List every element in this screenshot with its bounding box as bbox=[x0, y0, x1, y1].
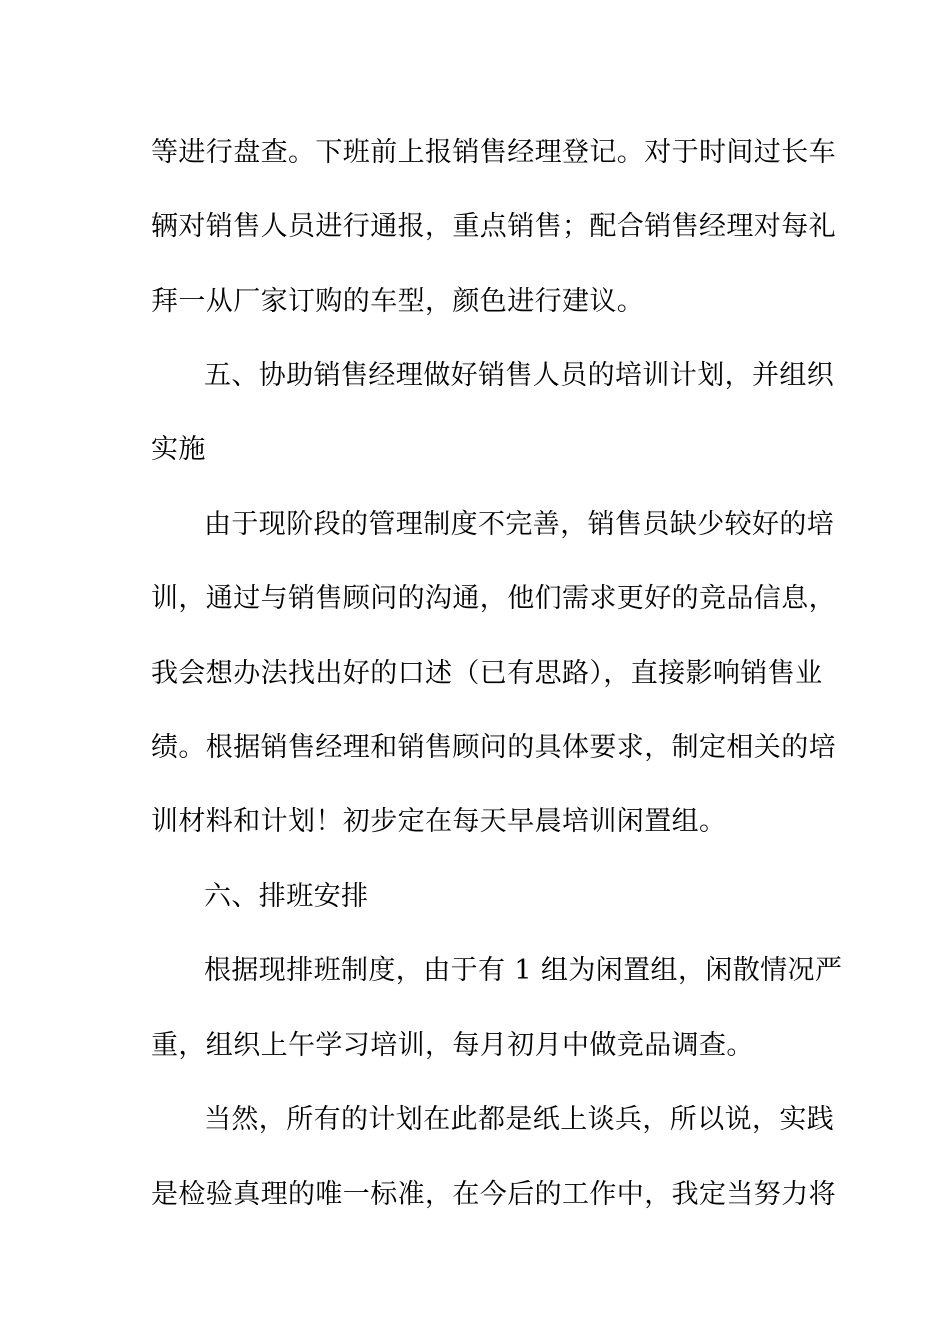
text-line: 辆对销售人员进行通报，重点销售；配合销售经理对每礼 bbox=[151, 211, 836, 242]
text-line: 重，组织上午学习培训，每月初月中做竞品调查。 bbox=[151, 1030, 754, 1061]
text-line: 根据现排班制度，由于有 1 组为闲置组，闲散情况严 bbox=[204, 955, 843, 986]
text-line: 训材料和计划！初步定在每天早晨培训闲置组。 bbox=[151, 806, 727, 837]
text-line: 等进行盘查。下班前上报销售经理登记。对于时间过长车 bbox=[151, 137, 836, 168]
text-line: 我会想办法找出好的口述（已有思路），直接影响销售业 bbox=[151, 658, 823, 689]
section-heading-line: 五、协助销售经理做好销售人员的培训计划，并组织 bbox=[204, 360, 835, 391]
text-line: 拜一从厂家订购的车型，颜色进行建议。 bbox=[151, 286, 645, 317]
text-line: 绩。根据销售经理和销售顾问的具体要求，制定相关的培 bbox=[151, 732, 836, 763]
text-line: 训，通过与销售顾问的沟通，他们需求更好的竞品信息， bbox=[151, 583, 836, 614]
text-line: 是检验真理的唯一标准，在今后的工作中，我定当努力将 bbox=[151, 1179, 836, 1210]
section-heading-line: 实施 bbox=[151, 434, 206, 465]
text-line: 由于现阶段的管理制度不完善，销售员缺少较好的培 bbox=[204, 509, 835, 540]
section-heading: 六、排班安排 bbox=[204, 881, 369, 912]
text-line: 当然，所有的计划在此都是纸上谈兵，所以说，实践 bbox=[204, 1104, 835, 1135]
